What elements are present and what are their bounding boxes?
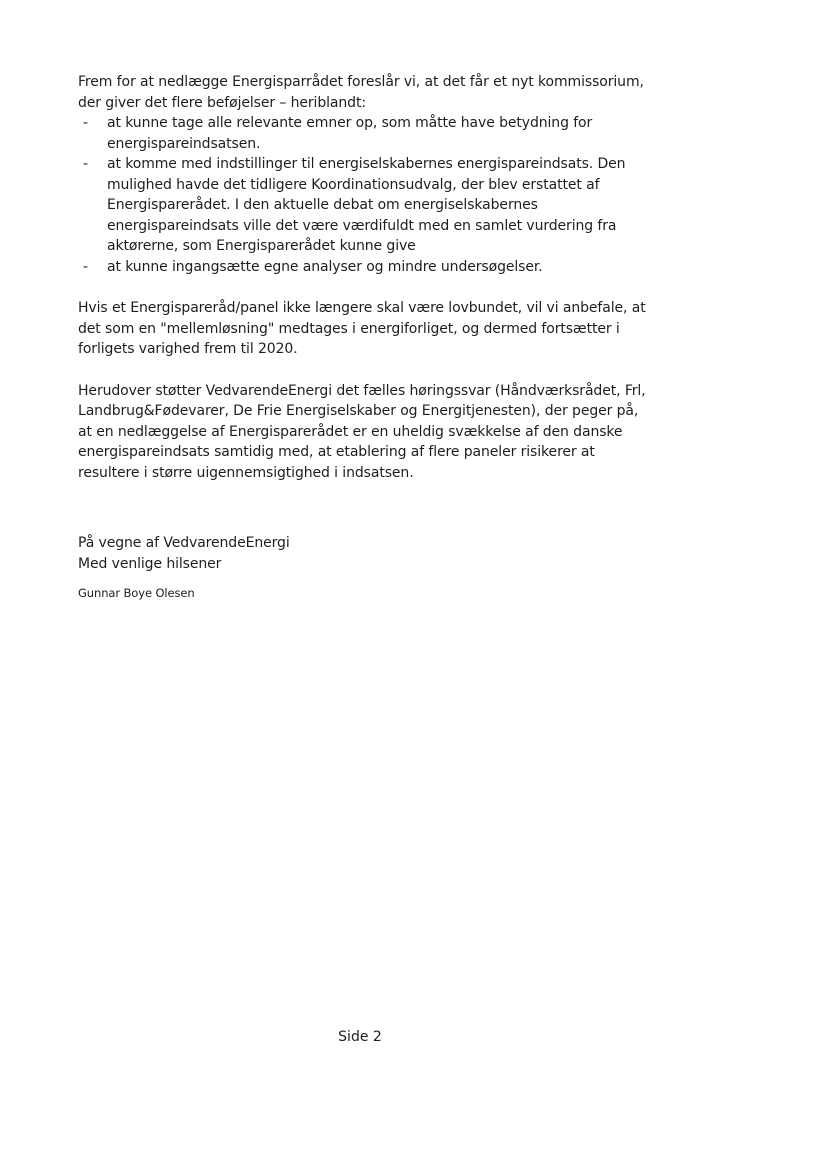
bullet-dash: - xyxy=(83,156,88,172)
page-number: Side 2 xyxy=(338,1029,382,1045)
list-item xyxy=(78,154,648,257)
list-item-text: at komme med indstillinger til energiselskabernes energispareindsats. Den mulighed havde det tidligere Koordinationsudvalg, der blev erstattet af Energisparerådet. I den aktuelle debat om energiselskabernes energispareindsats ville det være værdifuldt med en samlet vurdering fra aktørerne, som Energisparerådet kunne give xyxy=(107,156,626,254)
recommendation-paragraph: Hvis et Energispareråd/panel ikke længere skal være lovbundet, vil vi anbefale, at det som en "mellemløsning" medtages i energiforliget, og dermed fortsætter i forligets varighed frem til 2020. xyxy=(78,300,646,357)
bullet-dash: - xyxy=(83,258,88,275)
list-item xyxy=(78,113,648,154)
list-item-text: at kunne tage alle relevante emner op, som måtte have betydning for energispareindsatsen. xyxy=(107,115,593,152)
intro-paragraph: Frem for at nedlægge Energisparrådet foreslår vi, at det får et nyt kommissorium, der giver det flere beføjelser – heriblandt: xyxy=(78,74,644,111)
closing-line-behalf: På vegne af VedvarendeEnergi xyxy=(78,535,290,551)
list-item-text: at kunne ingangsætte egne analyser og mindre undersøgelser. xyxy=(107,258,543,275)
signature-name: Gunnar Boye Olesen xyxy=(78,586,195,600)
bullet-dash: - xyxy=(83,115,88,131)
proposal-list xyxy=(78,113,648,277)
closing-block xyxy=(78,533,648,574)
letter-body xyxy=(78,72,648,601)
list-item xyxy=(78,257,648,278)
page-footer xyxy=(0,1027,720,1047)
support-paragraph: Herudover støtter VedvarendeEnergi det fælles høringssvar (Håndværksrådet, Frl, Landbrug&Fødevarer, De Frie Energiselskaber og Energitjenesten), der peger på, at en nedlæggelse af Energisparerådet er en uheldig svækkelse af den danske energispareindsats samtidig med, at etablering af flere paneler risikerer at resultere i større uigennemsigtighed i indsatsen. xyxy=(78,382,646,481)
closing-line-regards: Med venlige hilsener xyxy=(78,555,222,572)
